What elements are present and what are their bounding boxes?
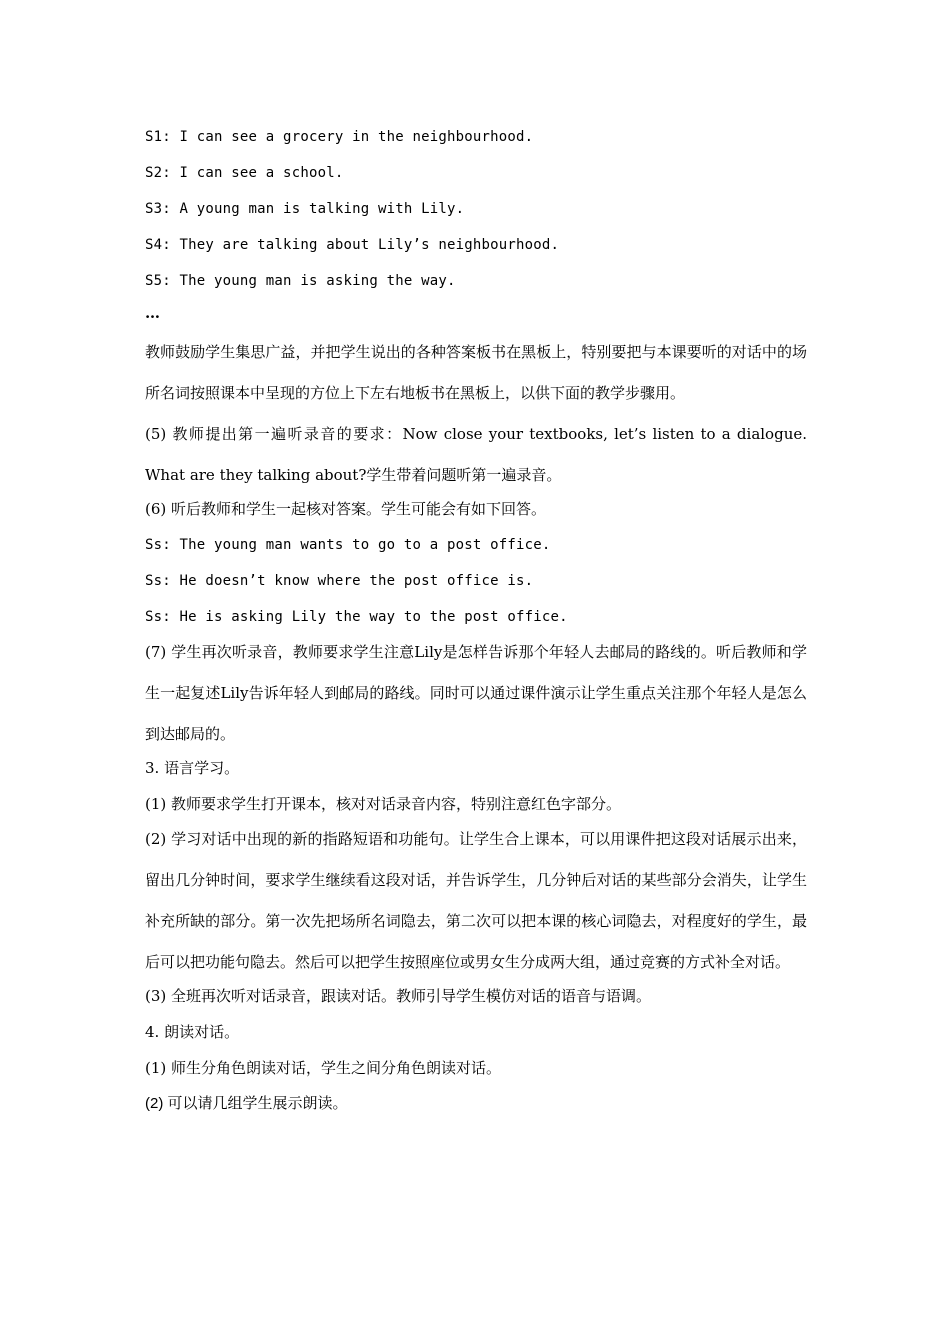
- paragraph-step-7: (7) 学生再次听录音，教师要求学生注意Lily是怎样告诉那个年轻人去邮局的路线的。听后教师和学生一起复述Lily告诉年轻人到邮局的路线。同时可以通过课件演示让学生重点关注那个年轻人是怎么到达邮局的。: [145, 643, 807, 743]
- document-page: [145, 124, 807, 1117]
- paragraph-step-5: (5) 教师提出第一遍听录音的要求：Now close your textbooks, let’s listen to a dialogue. What are they talking about?学生带着问题听第一遍录音。: [145, 425, 807, 484]
- list-item-3-2: (2) 学习对话中出现的新的指路短语和功能句。让学生合上课本，可以用课件把这段对话展示出来，留出几分钟时间，要求学生继续看这段对话，并告诉学生，几分钟后对话的某些部分会消失，让学生补充所缺的部分。第一次先把场所名词隐去，第二次可以把本课的核心词隐去，对程度好的学生，最后可以把功能句隐去。然后可以把学生按照座位或男女生分成两大组，通过竞赛的方式补全对话。: [145, 830, 807, 971]
- answer-line-3: Ss: He is asking Lily the way to the post office.: [145, 609, 568, 625]
- dialogue-line-s3: S3: A young man is talking with Lily.: [145, 201, 465, 217]
- ellipsis: …: [145, 304, 160, 322]
- section-heading-3: 3. 语言学习。: [145, 759, 240, 777]
- list-item-4-1: (1) 师生分角色朗读对话，学生之间分角色朗读对话。: [145, 1059, 502, 1077]
- dialogue-line-s5: S5: The young man is asking the way.: [145, 273, 456, 289]
- list-item-3-1: (1) 教师要求学生打开课本，核对对话录音内容，特别注意红色字部分。: [145, 795, 622, 813]
- paragraph-board: 教师鼓励学生集思广益，并把学生说出的各种答案板书在黑板上，特别要把与本课要听的对话中的场所名词按照课本中呈现的方位上下左右地板书在黑板上，以供下面的教学步骤用。: [145, 343, 807, 402]
- dialogue-line-s2: S2: I can see a school.: [145, 165, 344, 181]
- dialogue-line-s1: S1: I can see a grocery in the neighbourhood.: [145, 129, 534, 145]
- dialogue-line-s4: S4: They are talking about Lily’s neighbourhood.: [145, 237, 560, 253]
- section-heading-4: 4. 朗读对话。: [145, 1023, 240, 1041]
- paragraph-step-6: (6) 听后教师和学生一起核对答案。学生可能会有如下回答。: [145, 500, 547, 518]
- answer-line-1: Ss: The young man wants to go to a post office.: [145, 537, 551, 553]
- list-item-4-2: (2) 可以请几组学生展示朗读。: [145, 1095, 348, 1112]
- answer-line-2: Ss: He doesn’t know where the post office is.: [145, 573, 534, 589]
- list-item-3-3: (3) 全班再次听对话录音，跟读对话。教师引导学生模仿对话的语音与语调。: [145, 987, 652, 1005]
